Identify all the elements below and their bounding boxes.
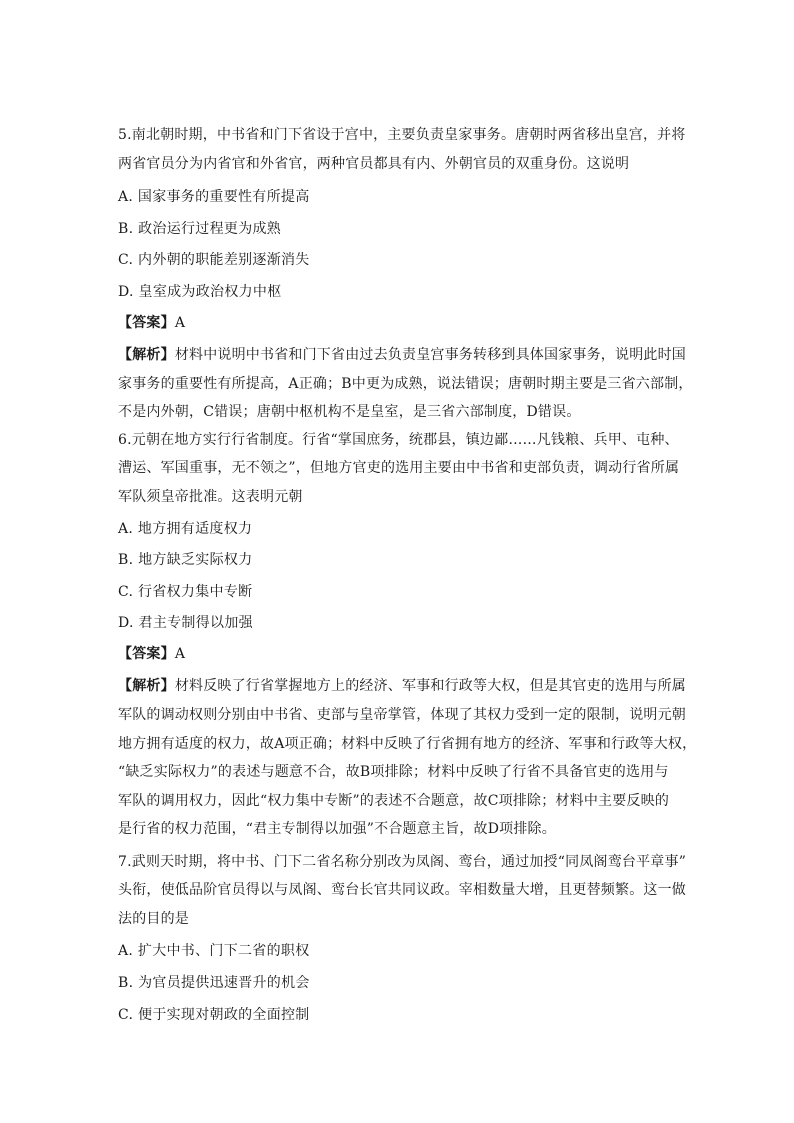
q6-answer — [118, 645, 678, 663]
q5-option-b: B. 政治运行过程更为成熟 — [118, 221, 282, 237]
q5-analysis-line-3: 不是内外朝，C错误；唐朝中枢机构不是皇室，是三省六部制度，D错误。 — [118, 404, 581, 420]
q6-option-b: B. 地方缺乏实际权力 — [118, 552, 253, 568]
q6-analysis-line-6: 是行省的权力范围，“君主专制得以加强”不合题意主旨，故D项排除。 — [118, 821, 556, 837]
q5-answer — [118, 314, 678, 332]
q6-option-a: A. 地方拥有适度权力 — [118, 521, 253, 537]
q5-stem-line-1: 5.南北朝时期，中书省和门下省设于宫中，主要负责皇家事务。唐朝时两省移出皇宫，并将 — [118, 127, 686, 143]
answer-value: A — [174, 315, 186, 331]
q6-stem-line-3: 军队须皇帝批准。这表明元朝 — [118, 489, 303, 505]
q6-analysis-line-1 — [118, 677, 687, 695]
q6-stem-line-2: 漕运、军国重事，无不领之”，但地方官吏的选用主要由中书省和吏部负责，调动行省所属 — [118, 460, 680, 476]
q6-analysis-line-4: “缺乏实际权力”的表述与题意不合，故B项排除；材料中反映了行省不具备官吏的选用与 — [118, 764, 669, 780]
q7-option-a: A. 扩大中书、门下二省的职权 — [118, 943, 310, 959]
q5-stem-line-2: 两省官员分为内省官和外省官，两种官员都具有内、外朝官员的双重身份。这说明 — [118, 156, 630, 172]
q7-stem-line-3: 法的目的是 — [118, 911, 189, 927]
analysis-label: 【解析】 — [118, 678, 175, 694]
q5-analysis-line-1 — [118, 346, 687, 364]
q5-option-a: A. 国家事务的重要性有所提高 — [118, 189, 310, 205]
q7-option-b: B. 为官员提供迅速晋升的机会 — [118, 975, 310, 991]
q6-option-c: C. 行省权力集中专断 — [118, 584, 253, 600]
q5-option-d: D. 皇室成为政治权力中枢 — [118, 284, 282, 300]
q6-analysis-line-3: 地方拥有适度的权力，故A项正确；材料中反映了行省拥有地方的经济、军事和行政等大权， — [118, 736, 697, 752]
answer-value: A — [174, 646, 186, 662]
q6-analysis-line-5: 军队的调用权力，因此“权力集中专断”的表述不合题意，故C项排除；材料中主要反映的 — [118, 793, 670, 809]
q6-option-d: D. 君主专制得以加强 — [118, 615, 253, 631]
answer-label: 【答案】 — [118, 646, 175, 662]
q7-stem-line-2: 头衔，使低品阶官员得以与凤阁、鸾台长官共同议政。宰相数量大增，且更替频繁。这一做 — [118, 882, 686, 898]
q5-option-c: C. 内外朝的职能差别逐渐消失 — [118, 252, 310, 268]
q7-stem-line-1: 7.武则天时期，将中书、门下二省名称分别改为凤阁、鸾台，通过加授“同凤阁鸾台平章事” — [118, 854, 687, 870]
q6-analysis-line-2: 军队的调动权则分别由中书省、吏部与皇帝掌管，体现了其权力受到一定的限制，说明元朝 — [118, 707, 686, 723]
analysis-text: 材料中说明中书省和门下省由过去负责皇宫事务转移到具体国家事务，说明此时国 — [174, 347, 687, 363]
q7-option-c: C. 便于实现对朝政的全面控制 — [118, 1007, 310, 1023]
q5-analysis-line-2: 家事务的重要性有所提高，A正确；B中更为成熟，说法错误；唐朝时期主要是三省六部制， — [118, 376, 693, 392]
analysis-text: 材料反映了行省掌握地方上的经济、军事和行政等大权，但是其官吏的选用与所属 — [174, 678, 687, 694]
q6-stem-line-1: 6.元朝在地方实行行省制度。行省“掌国庶务，统郡县，镇边鄙……凡钱粮、兵甲、屯种、 — [118, 432, 679, 448]
analysis-label: 【解析】 — [118, 347, 175, 363]
answer-label: 【答案】 — [118, 315, 175, 331]
